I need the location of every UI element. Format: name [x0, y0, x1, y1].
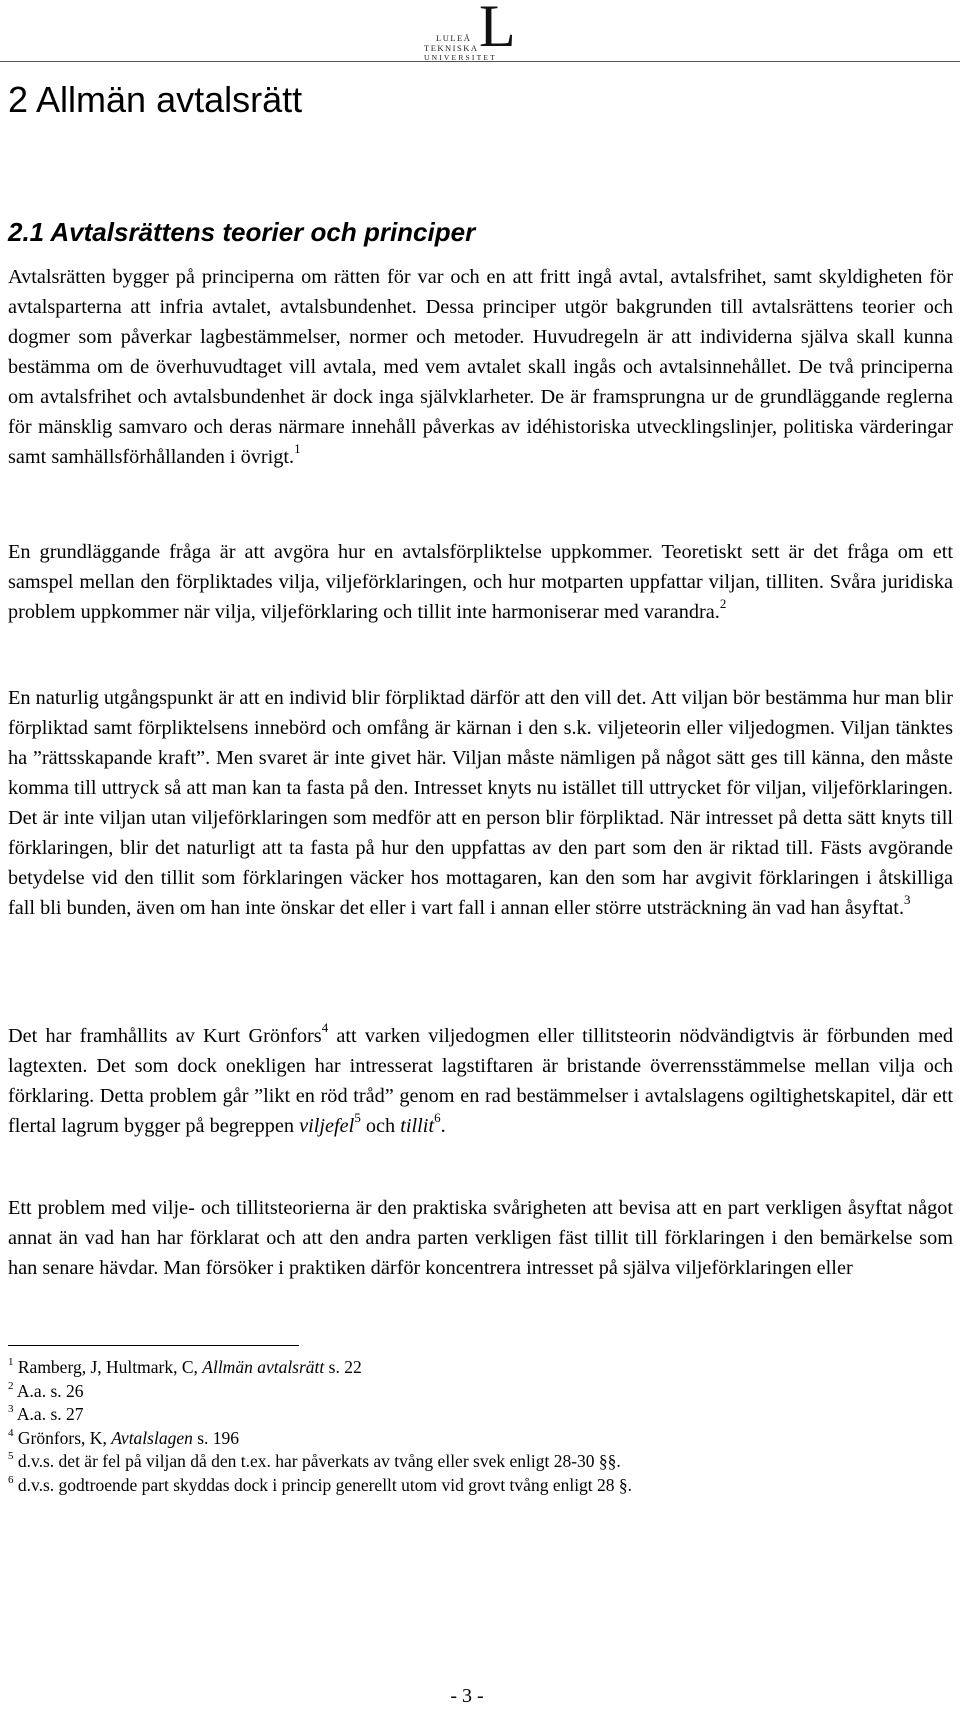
footnote-divider: [8, 1345, 299, 1346]
footnote-text: A.a. s. 26: [16, 1380, 84, 1401]
paragraph-1: [8, 262, 953, 472]
paragraph-1-text: Avtalsrätten bygger på principerna om rätten för var och en att fritt ingå avtal, avtalsfrihet, samt skyldigheten för avtalsparterna att infria avtalet, avtalsbundenhet. Dessa principer utgör bakgrunden till avtalsrättens teorier och dogmer som påverkar lagbestämmelser, normer och metoder. Huvudregeln är att individerna själva skall kunna bestämma om de överhuvudtaget vill avtala, med vem avtalet skall ingås och avtalsinnehållet. De två principerna om avtalsfrihet och avtalsbundenhet är dock inga självklarheter. De är framsprungna ur de grundläggande reglerna för mänsklig samvaro och deras närmare innehåll påverkas av idéhistoriska utvecklingslinjer, politiska värderingar samt samhällsförhållanden i övrigt.: [8, 266, 953, 468]
footnote-title: Allmän avtalsrätt: [202, 1357, 325, 1377]
footnote-text-end: s. 22: [324, 1357, 362, 1377]
page-number: - 3 -: [450, 1685, 484, 1707]
footnote-3: [8, 1403, 948, 1427]
paragraph-2: [8, 537, 953, 627]
footnote-ref-4[interactable]: 4: [321, 1020, 329, 1036]
logo-line-2: TEKNISKA: [424, 43, 479, 53]
chapter-title: 2 Allmän avtalsrätt: [8, 79, 303, 120]
logo-line-1: LULEÅ: [436, 33, 472, 43]
footnote-ref-1[interactable]: 1: [294, 441, 301, 457]
footnote-number: 2: [8, 1379, 14, 1392]
logo-l-glyph: L: [479, 0, 516, 59]
footnote-number: 1: [8, 1356, 14, 1369]
footnote-list: [8, 1356, 948, 1497]
university-logo: [424, 2, 536, 60]
header-divider: [0, 61, 960, 62]
footnote-2: [8, 1380, 948, 1404]
paragraph-4-text-part2: att varken viljedogmen eller tillitsteorin nödvändigtvis är förbunden med lagtexten. Det som dock onekligen har intresserat lagstiftaren är bristande överrensstämmelse mellan vilja och förklaring. Detta problem går ”likt en röd tråd” genom en rad bestämmelser i avtalslagens ogiltighetskapitel, där ett flertal lagrum bygger på begreppen: [8, 1025, 953, 1137]
paragraph-4-text-part1: Det har framhållits av Kurt Grönfors: [8, 1025, 322, 1047]
footnote-text-end: s. 196: [192, 1427, 240, 1448]
paragraph-2-text: En grundläggande fråga är att avgöra hur en avtalsförpliktelse uppkommer. Teoretiskt sett är det fråga om ett samspel mellan den förpliktades vilja, viljeförklaringen, och hur motparten uppfattar viljan, tilliten. Svåra juridiska problem uppkommer när vilja, viljeförklaring och tillit inte harmoniserar med varandra.: [8, 541, 953, 623]
footnote-ref-3[interactable]: 3: [904, 892, 911, 908]
footnote-text: A.a. s. 27: [16, 1404, 84, 1424]
footnote-text: d.v.s. godtroende part skyddas dock i princip generellt utom vid grovt tvång enligt 28 §.: [17, 1474, 633, 1495]
footnote-6: [8, 1474, 948, 1498]
footnote-text: Grönfors, K,: [17, 1427, 112, 1448]
footnote-1: [8, 1356, 948, 1380]
footnote-number: 5: [8, 1450, 14, 1463]
footnote-title: Avtalslagen: [111, 1427, 193, 1448]
paragraph-3: [8, 683, 953, 923]
paragraph-4: [8, 1021, 953, 1141]
paragraph-3-text: En naturlig utgångspunkt är att en individ blir förpliktad därför att den vill det. Att viljan bör bestämma hur man blir förpliktad samt förpliktelsens innebörd och omfång är kärnan i den s.k. viljeteorin eller viljedogmen. Viljan tänktes ha ”rättsskapande kraft”. Men svaret är inte givet här. Viljan måste nämligen på något sätt ges till känna, den måste komma till uttryck så att man kan ta fasta på den. Intresset knyts nu istället till uttrycket för viljan, viljeförklaringen. Det är inte viljan utan viljeförklaringen som medför att en person blir förpliktad. När intresset på detta sätt knyts till förklaringen, blir det naturligt att ta fasta på hur den uppfattas av den part som den är riktad till. Fästs avgörande betydelse vid den tillit som förklaringen väcker hos mottagaren, kan den som har avgivit förklaringen i åtskilliga fall bli bunden, även om han inte önskar det eller i vart fall i annan eller större utsträckning än vad han åsyftat.: [8, 687, 953, 919]
paragraph-5-text: Ett problem med vilje- och tillitsteorierna är den praktiska svårigheten att bevisa att en part verkligen åsyftat något annat än vad han har förklarat och att den andra parten verkligen fäst tillit till förklaringen i den bemärkelse som han senare hävdar. Man försöker i praktiken därför koncentrera intresset på själva viljeförklaringen eller: [8, 1197, 953, 1279]
footnote-number: 6: [8, 1473, 14, 1486]
footnote-number: 4: [8, 1426, 14, 1439]
footnote-number: 3: [8, 1403, 14, 1416]
paragraph-5: [8, 1193, 953, 1283]
footnote-ref-2[interactable]: 2: [719, 596, 727, 612]
section-title: 2.1 Avtalsrättens teorier och principer: [8, 217, 476, 247]
footnote-ref-6[interactable]: 6: [434, 1110, 441, 1126]
footnote-text: d.v.s. det är fel på viljan då den t.ex. har påverkats av tvång eller svek enligt 28-30 §§.: [17, 1451, 621, 1471]
footnote-4: [8, 1427, 948, 1451]
footnote-5: [8, 1450, 948, 1474]
term-tillit: tillit: [400, 1115, 435, 1137]
paragraph-4-text-part4: .: [440, 1115, 446, 1137]
footnote-text: Ramberg, J, Hultmark, C,: [17, 1357, 203, 1377]
paragraph-4-text-part3: och: [360, 1115, 401, 1137]
footnote-ref-5[interactable]: 5: [354, 1110, 361, 1126]
logo-line-3: UNIVERSITET: [424, 53, 497, 62]
term-viljefel: viljefel: [299, 1115, 355, 1137]
